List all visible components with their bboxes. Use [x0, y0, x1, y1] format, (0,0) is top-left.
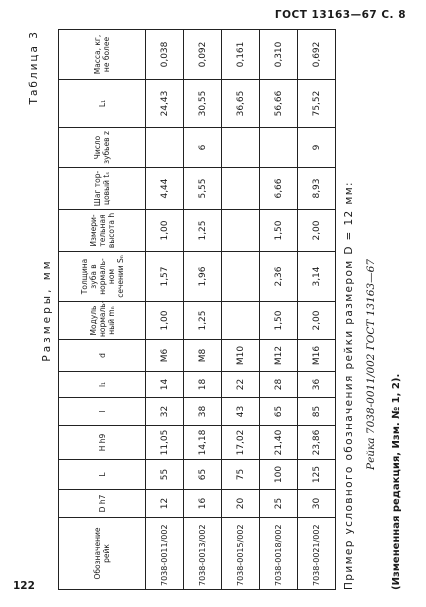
- table-cell: [222, 210, 260, 252]
- table-cell: 32: [146, 398, 184, 426]
- table-cell: 6,66: [260, 168, 298, 210]
- table-cell: 100: [260, 460, 298, 490]
- page-number: 122: [13, 580, 35, 592]
- table-cell: M12: [260, 340, 298, 372]
- table-title: Размеры, мм: [41, 258, 53, 362]
- column-header: D h7: [59, 490, 146, 518]
- table-cell: 28: [260, 372, 298, 398]
- table-cell: 0,692: [298, 30, 336, 80]
- table-cell: 0,310: [260, 30, 298, 80]
- table-cell: 3,14: [298, 252, 336, 302]
- table-cell: 125: [298, 460, 336, 490]
- table-cell: 2,00: [298, 210, 336, 252]
- table-cell: 20: [222, 490, 260, 518]
- column-header: Обозначение рейк: [59, 518, 146, 590]
- table-cell: M10: [222, 340, 260, 372]
- table-cell: 7038-0015/002: [222, 518, 260, 590]
- table-cell: M6: [146, 340, 184, 372]
- table-cell: 5,55: [184, 168, 222, 210]
- table-cell: 36: [298, 372, 336, 398]
- column-header: Шаг тор-цовый tₛ: [59, 168, 146, 210]
- table-cell: 0,161: [222, 30, 260, 80]
- column-header: l: [59, 398, 146, 426]
- table-cell: 1,50: [260, 302, 298, 340]
- table-row: [184, 30, 222, 590]
- table-cell: 24,43: [146, 80, 184, 128]
- table-cell: [146, 128, 184, 168]
- rotated-content: [28, 30, 408, 590]
- table-cell: M16: [298, 340, 336, 372]
- table-cell: 4,44: [146, 168, 184, 210]
- column-header: L₁: [59, 80, 146, 128]
- table-cell: 0,092: [184, 30, 222, 80]
- column-header: Число зубьев z: [59, 128, 146, 168]
- table-row: [260, 30, 298, 590]
- table-cell: 12: [146, 490, 184, 518]
- table-cell: 1,50: [260, 210, 298, 252]
- table-cell: 1,00: [146, 302, 184, 340]
- table-cell: 65: [260, 398, 298, 426]
- column-header: d: [59, 340, 146, 372]
- table-cell: 1,96: [184, 252, 222, 302]
- table-caption: Таблица 3: [28, 30, 40, 105]
- table-cell: 2,36: [260, 252, 298, 302]
- table-cell: [260, 128, 298, 168]
- example-note: Пример условного обозначения рейки размером D = 12 мм:: [343, 181, 355, 590]
- table-cell: 7038-0018/002: [260, 518, 298, 590]
- table-cell: 55: [146, 460, 184, 490]
- table-cell: 0,038: [146, 30, 184, 80]
- column-header: Масса, кг, не более: [59, 30, 146, 80]
- table-cell: 7038-0021/002: [298, 518, 336, 590]
- table-cell: 75,52: [298, 80, 336, 128]
- table-row: [298, 30, 336, 590]
- column-header: Модуль нормаль-ный mₙ: [59, 302, 146, 340]
- designation-example: Рейка 7038-0011/002 ГОСТ 13163—67: [365, 258, 377, 470]
- table-cell: 21,40: [260, 426, 298, 460]
- table-cell: 1,57: [146, 252, 184, 302]
- table-row: [146, 30, 184, 590]
- table-cell: 1,25: [184, 302, 222, 340]
- column-header: H h9: [59, 426, 146, 460]
- table-cell: 14: [146, 372, 184, 398]
- table-cell: 22: [222, 372, 260, 398]
- column-header: L: [59, 460, 146, 490]
- page-header: ГОСТ 13163—67 С. 8: [274, 9, 406, 21]
- table-cell: M8: [184, 340, 222, 372]
- table-cell: 7038-0011/002: [146, 518, 184, 590]
- table-cell: 16: [184, 490, 222, 518]
- table-cell: 56,66: [260, 80, 298, 128]
- table-cell: [222, 128, 260, 168]
- table-cell: [222, 168, 260, 210]
- table-cell: 1,00: [146, 210, 184, 252]
- table-cell: 6: [184, 128, 222, 168]
- dimensions-table: [58, 29, 336, 590]
- table-cell: 43: [222, 398, 260, 426]
- table-cell: 18: [184, 372, 222, 398]
- table-cell: 8,93: [298, 168, 336, 210]
- table-cell: 23,86: [298, 426, 336, 460]
- revision-note: (Измененная редакция, Изм. № 1, 2).: [391, 373, 402, 590]
- table-cell: 85: [298, 398, 336, 426]
- table-cell: 30,55: [184, 80, 222, 128]
- table-cell: 2,00: [298, 302, 336, 340]
- table-cell: 30: [298, 490, 336, 518]
- table-cell: 75: [222, 460, 260, 490]
- table-cell: 11,05: [146, 426, 184, 460]
- column-header: Толщина зуба в нормаль-ном сечении Sₙ: [59, 252, 146, 302]
- table-header-row: [59, 30, 146, 590]
- table-cell: 9: [298, 128, 336, 168]
- table-cell: 14,18: [184, 426, 222, 460]
- table-cell: [222, 252, 260, 302]
- table-cell: 1,25: [184, 210, 222, 252]
- table-cell: 7038-0013/002: [184, 518, 222, 590]
- table-cell: 38: [184, 398, 222, 426]
- table-cell: [222, 302, 260, 340]
- table-cell: 65: [184, 460, 222, 490]
- column-header: l₁: [59, 372, 146, 398]
- column-header: Измери-тельная высота h: [59, 210, 146, 252]
- table-cell: 17,02: [222, 426, 260, 460]
- table-cell: 25: [260, 490, 298, 518]
- table-cell: 36,65: [222, 80, 260, 128]
- table-row: [222, 30, 260, 590]
